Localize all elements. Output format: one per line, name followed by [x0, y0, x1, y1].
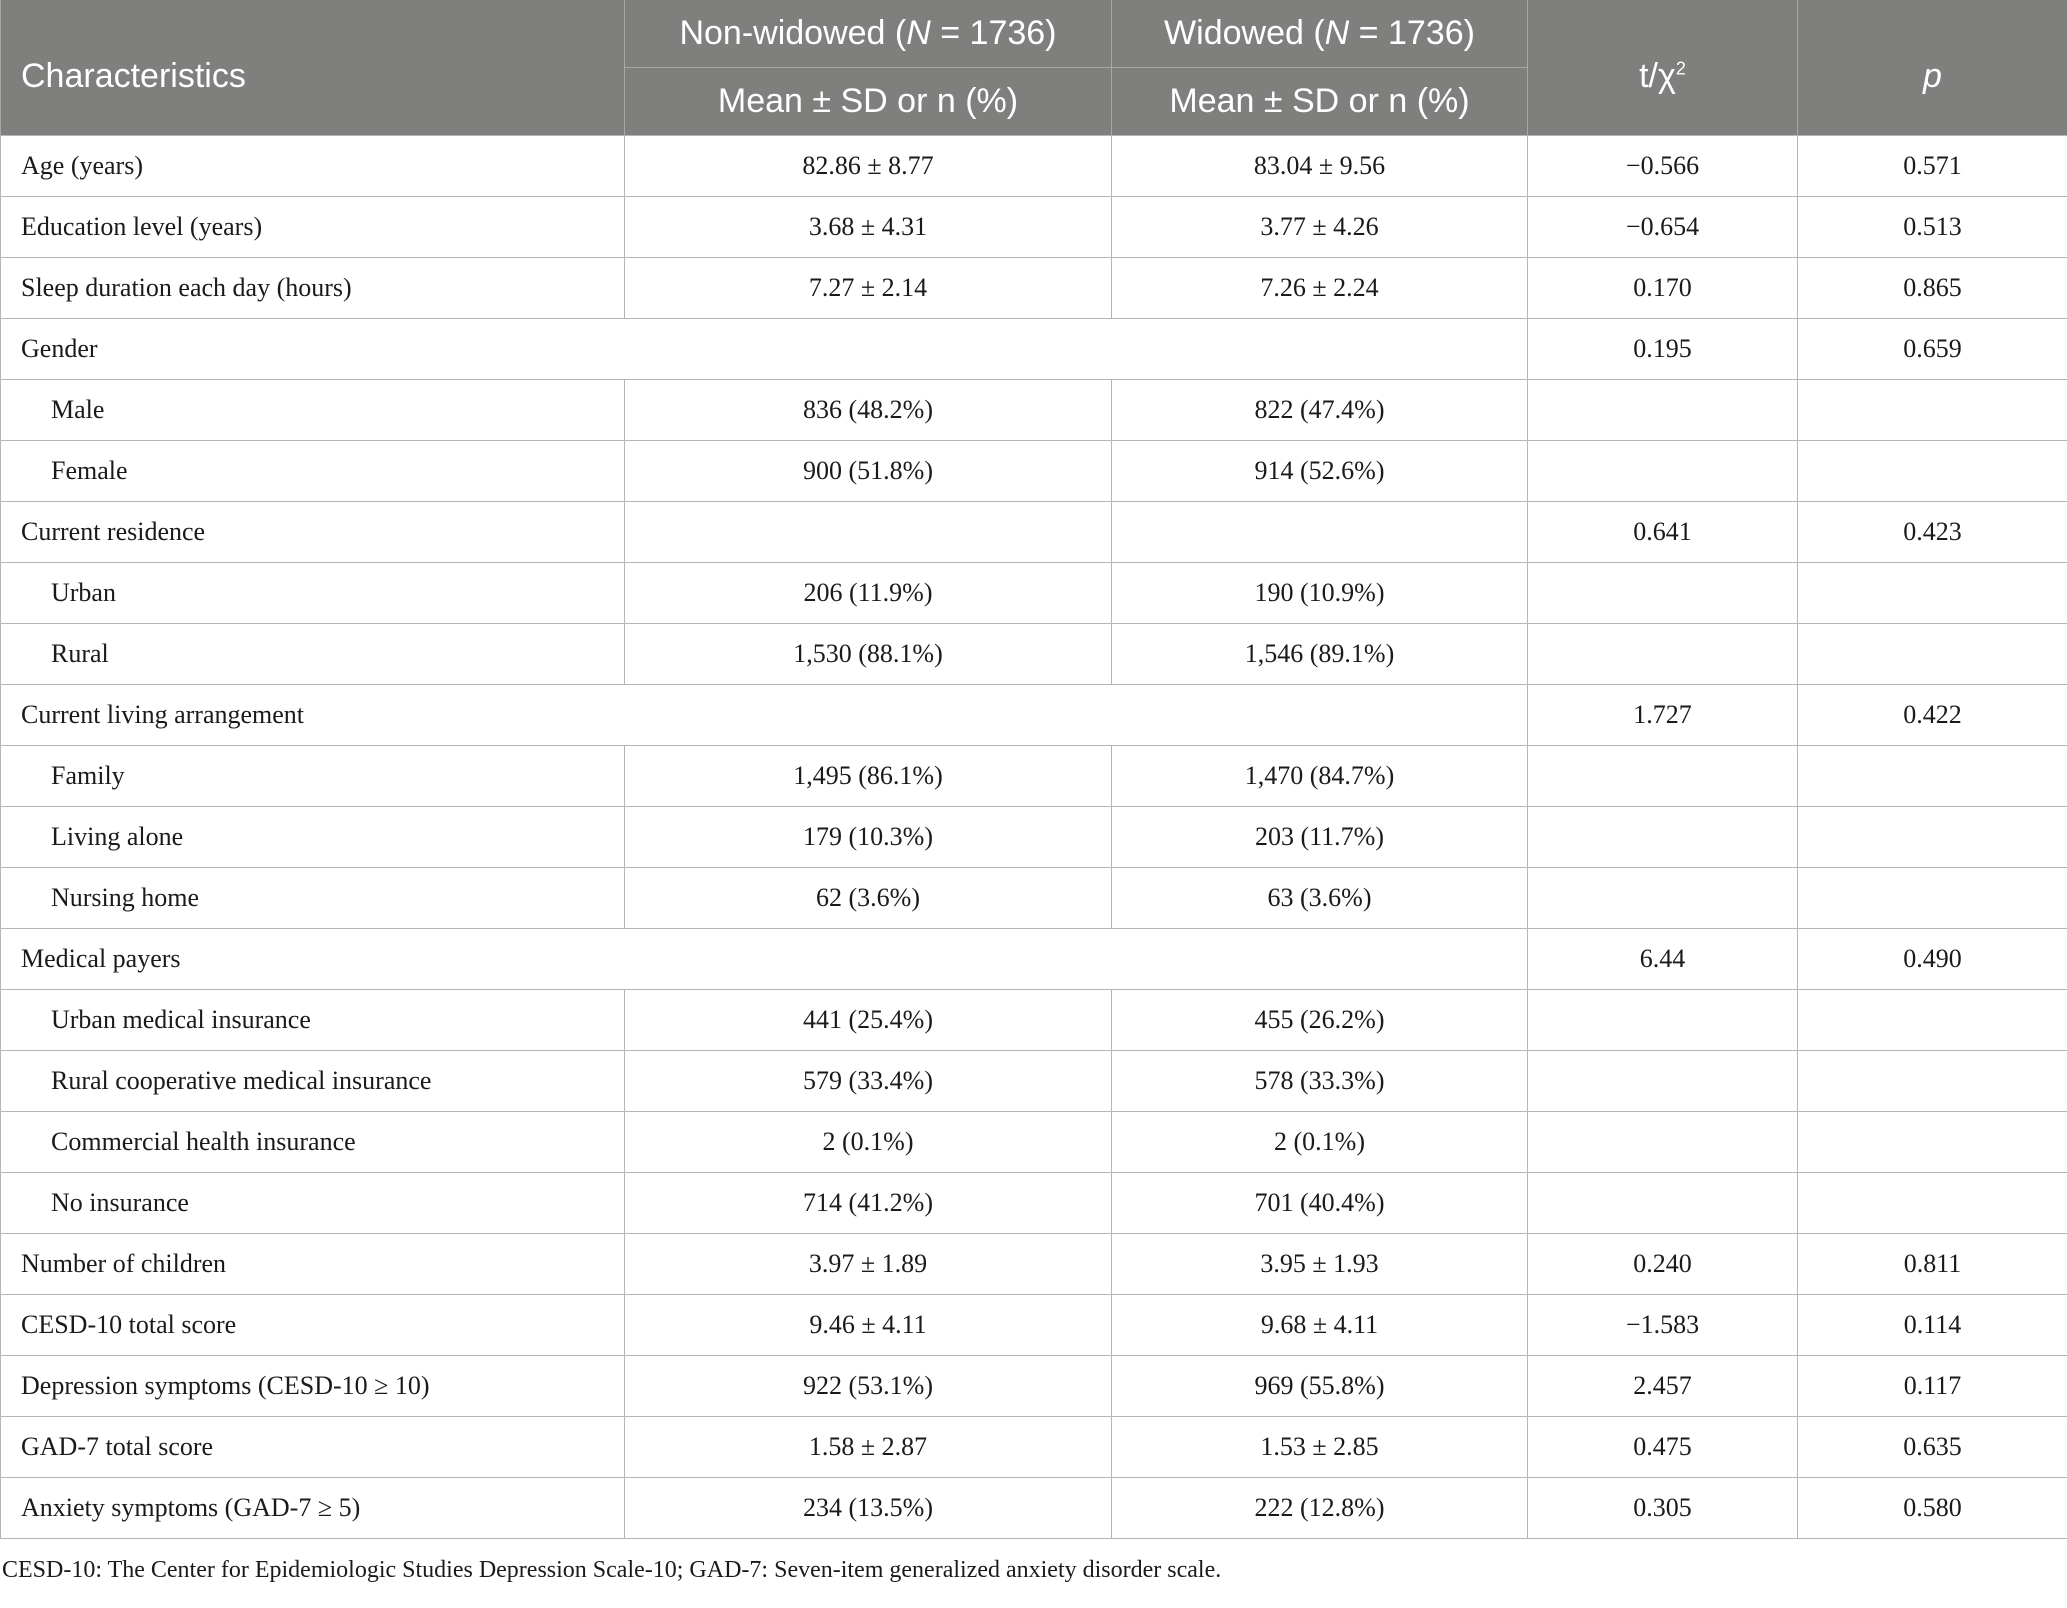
cell-stat: [1528, 380, 1798, 441]
cell-nonwidowed: 3.68 ± 4.31: [625, 197, 1112, 258]
row-label: Education level (years): [1, 197, 625, 258]
cell-p: [1798, 807, 2067, 868]
header-stat: [1528, 0, 1798, 136]
cell-widowed: 3.95 ± 1.93: [1112, 1234, 1528, 1295]
header-nonwidowed-suffix: = 1736): [930, 14, 1057, 52]
cell-nonwidowed: 2 (0.1%): [625, 1112, 1112, 1173]
cell-stat: [1528, 868, 1798, 929]
row-label: Gender: [1, 319, 1528, 380]
cell-p: [1798, 746, 2067, 807]
table-row: [1, 807, 2067, 868]
row-label: Age (years): [1, 136, 625, 197]
cell-p: 0.114: [1798, 1295, 2067, 1356]
table-row: [1, 1417, 2067, 1478]
cell-stat: 0.305: [1528, 1478, 1798, 1539]
table-row: [1, 136, 2067, 197]
cell-nonwidowed: 441 (25.4%): [625, 990, 1112, 1051]
cell-p: [1798, 1051, 2067, 1112]
cell-p: [1798, 1173, 2067, 1234]
row-label: Male: [1, 380, 625, 441]
cell-nonwidowed: 9.46 ± 4.11: [625, 1295, 1112, 1356]
table-footnote: CESD-10: The Center for Epidemiologic Studies Depression Scale-10; GAD-7: Seven-item generalized anxiety disorder scale.: [2, 1557, 1222, 1583]
cell-p: [1798, 380, 2067, 441]
cell-widowed: 1,546 (89.1%): [1112, 624, 1528, 685]
header-widowed-prefix: Widowed (: [1164, 14, 1325, 52]
table-row: [1, 258, 2067, 319]
table-row: [1, 929, 2067, 990]
cell-stat: 1.727: [1528, 685, 1798, 746]
cell-widowed: 222 (12.8%): [1112, 1478, 1528, 1539]
row-label: Rural: [1, 624, 625, 685]
header-stat-sup: 2: [1675, 58, 1686, 79]
header-sub-nonwidowed: Mean ± SD or n (%): [625, 68, 1112, 136]
cell-nonwidowed: 900 (51.8%): [625, 441, 1112, 502]
header-stat-base: t/χ: [1639, 57, 1676, 95]
row-label: Nursing home: [1, 868, 625, 929]
cell-widowed: 969 (55.8%): [1112, 1356, 1528, 1417]
table-row: [1, 1356, 2067, 1417]
cell-stat: [1528, 746, 1798, 807]
cell-nonwidowed: [625, 502, 1112, 563]
table-row: [1, 624, 2067, 685]
cell-widowed: 914 (52.6%): [1112, 441, 1528, 502]
table-row: [1, 746, 2067, 807]
row-label: Living alone: [1, 807, 625, 868]
cell-widowed: 578 (33.3%): [1112, 1051, 1528, 1112]
table-row: [1, 685, 2067, 746]
cell-widowed: 63 (3.6%): [1112, 868, 1528, 929]
cell-p: [1798, 563, 2067, 624]
row-label: Urban medical insurance: [1, 990, 625, 1051]
cell-stat: [1528, 807, 1798, 868]
cell-widowed: 83.04 ± 9.56: [1112, 136, 1528, 197]
cell-stat: [1528, 1112, 1798, 1173]
table-row: [1, 868, 2067, 929]
header-sub-widowed: Mean ± SD or n (%): [1112, 68, 1528, 136]
cell-p: [1798, 441, 2067, 502]
cell-stat: 0.240: [1528, 1234, 1798, 1295]
cell-stat: 2.457: [1528, 1356, 1798, 1417]
cell-p: 0.811: [1798, 1234, 2067, 1295]
cell-widowed: 9.68 ± 4.11: [1112, 1295, 1528, 1356]
cell-widowed: 455 (26.2%): [1112, 990, 1528, 1051]
cell-nonwidowed: 82.86 ± 8.77: [625, 136, 1112, 197]
cell-p: 0.580: [1798, 1478, 2067, 1539]
row-label: Sleep duration each day (hours): [1, 258, 625, 319]
table-row: [1, 380, 2067, 441]
table-row: [1, 1051, 2067, 1112]
cell-widowed: 7.26 ± 2.24: [1112, 258, 1528, 319]
cell-widowed: 203 (11.7%): [1112, 807, 1528, 868]
cell-stat: [1528, 1051, 1798, 1112]
header-nonwidowed-prefix: Non-widowed (: [679, 14, 907, 52]
cell-p: 0.635: [1798, 1417, 2067, 1478]
cell-nonwidowed: 234 (13.5%): [625, 1478, 1112, 1539]
cell-stat: [1528, 441, 1798, 502]
header-widowed-suffix: = 1736): [1349, 14, 1475, 52]
cell-widowed: 822 (47.4%): [1112, 380, 1528, 441]
table-header: [1, 0, 2067, 136]
cell-widowed: 1,470 (84.7%): [1112, 746, 1528, 807]
header-widowed-n: N: [1324, 14, 1350, 52]
cell-stat: 0.195: [1528, 319, 1798, 380]
cell-nonwidowed: 1,530 (88.1%): [625, 624, 1112, 685]
table-row: [1, 1295, 2067, 1356]
cell-p: 0.571: [1798, 136, 2067, 197]
cell-stat: [1528, 624, 1798, 685]
cell-nonwidowed: 579 (33.4%): [625, 1051, 1112, 1112]
cell-p: 0.865: [1798, 258, 2067, 319]
row-label: No insurance: [1, 1173, 625, 1234]
row-label: Depression symptoms (CESD-10 ≥ 10): [1, 1356, 625, 1417]
row-label: Female: [1, 441, 625, 502]
row-label: Current living arrangement: [1, 685, 1528, 746]
cell-nonwidowed: 922 (53.1%): [625, 1356, 1112, 1417]
cell-p: [1798, 990, 2067, 1051]
cell-nonwidowed: 206 (11.9%): [625, 563, 1112, 624]
cell-nonwidowed: 7.27 ± 2.14: [625, 258, 1112, 319]
row-label: Commercial health insurance: [1, 1112, 625, 1173]
table-row: [1, 319, 2067, 380]
cell-stat: −0.566: [1528, 136, 1798, 197]
table-row: [1, 502, 2067, 563]
header-widowed: [1112, 0, 1528, 68]
table-row: [1, 563, 2067, 624]
cell-nonwidowed: 1,495 (86.1%): [625, 746, 1112, 807]
cell-nonwidowed: 836 (48.2%): [625, 380, 1112, 441]
cell-stat: [1528, 563, 1798, 624]
table-row: [1, 1234, 2067, 1295]
table-row: [1, 441, 2067, 502]
cell-p: [1798, 1112, 2067, 1173]
cell-nonwidowed: 1.58 ± 2.87: [625, 1417, 1112, 1478]
cell-p: 0.422: [1798, 685, 2067, 746]
cell-p: [1798, 624, 2067, 685]
row-label: Medical payers: [1, 929, 1528, 990]
cell-nonwidowed: 3.97 ± 1.89: [625, 1234, 1112, 1295]
header-p: [1798, 0, 2067, 136]
table-row: [1, 197, 2067, 258]
cell-p: [1798, 868, 2067, 929]
cell-widowed: 2 (0.1%): [1112, 1112, 1528, 1173]
row-label: Rural cooperative medical insurance: [1, 1051, 625, 1112]
row-label: GAD-7 total score: [1, 1417, 625, 1478]
cell-widowed: [1112, 502, 1528, 563]
cell-widowed: 1.53 ± 2.85: [1112, 1417, 1528, 1478]
table-row: [1, 1112, 2067, 1173]
cell-nonwidowed: 62 (3.6%): [625, 868, 1112, 929]
cell-p: 0.659: [1798, 319, 2067, 380]
table-row: [1, 1478, 2067, 1539]
cell-nonwidowed: 179 (10.3%): [625, 807, 1112, 868]
cell-stat: [1528, 990, 1798, 1051]
cell-stat: 0.641: [1528, 502, 1798, 563]
cell-p: 0.490: [1798, 929, 2067, 990]
cell-widowed: 3.77 ± 4.26: [1112, 197, 1528, 258]
table-row: [1, 990, 2067, 1051]
header-characteristics: Characteristics: [1, 0, 625, 136]
row-label: Current residence: [1, 502, 625, 563]
cell-stat: [1528, 1173, 1798, 1234]
header-nonwidowed-n: N: [906, 14, 931, 52]
cell-stat: 6.44: [1528, 929, 1798, 990]
cell-widowed: 190 (10.9%): [1112, 563, 1528, 624]
row-label: Family: [1, 746, 625, 807]
row-label: Urban: [1, 563, 625, 624]
cell-stat: 0.475: [1528, 1417, 1798, 1478]
table-body: [1, 136, 2067, 1539]
cell-p: 0.423: [1798, 502, 2067, 563]
cell-p: 0.117: [1798, 1356, 2067, 1417]
cell-stat: −1.583: [1528, 1295, 1798, 1356]
cell-stat: −0.654: [1528, 197, 1798, 258]
row-label: Anxiety symptoms (GAD-7 ≥ 5): [1, 1478, 625, 1539]
table-row: [1, 1173, 2067, 1234]
row-label: CESD-10 total score: [1, 1295, 625, 1356]
cell-stat: 0.170: [1528, 258, 1798, 319]
cell-nonwidowed: 714 (41.2%): [625, 1173, 1112, 1234]
cell-p: 0.513: [1798, 197, 2067, 258]
header-p-label: p: [1923, 57, 1942, 95]
cell-widowed: 701 (40.4%): [1112, 1173, 1528, 1234]
row-label: Number of children: [1, 1234, 625, 1295]
header-nonwidowed: [625, 0, 1112, 68]
